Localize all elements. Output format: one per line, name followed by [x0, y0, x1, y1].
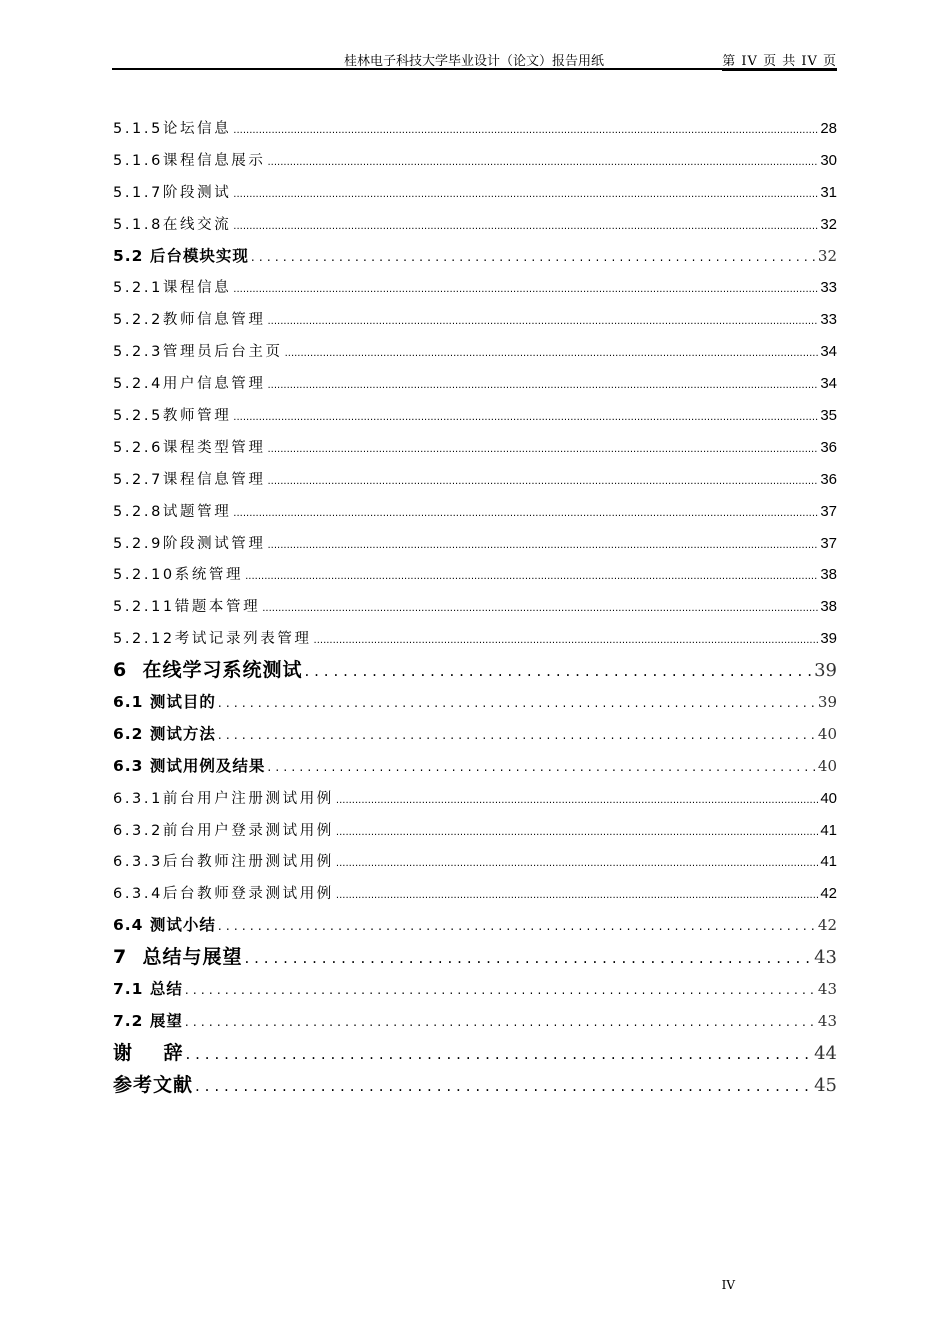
toc-entry-page: 36: [820, 438, 837, 456]
dot-leader: [218, 720, 816, 751]
dot-leader: [195, 1071, 812, 1102]
dot-leader: [251, 242, 816, 273]
toc-entry[interactable]: [113, 687, 837, 719]
dot-leader: [244, 943, 812, 974]
toc-entry-label: 6.4 测试小结: [113, 916, 216, 935]
toc-entry-label: 6.3.1前台用户注册测试用例: [113, 790, 334, 807]
dot-leader: [233, 115, 818, 145]
toc-entry-page: 30: [820, 151, 837, 169]
toc-entry-page: 33: [820, 279, 837, 297]
toc-entry[interactable]: [113, 591, 837, 623]
toc-entry-label: 5.2.9阶段测试管理: [113, 535, 266, 552]
toc-entry[interactable]: [113, 528, 837, 560]
toc-entry-page: 28: [820, 120, 837, 137]
toc-entry-label: 5.1.8在线交流: [113, 216, 232, 233]
toc-entry-label: 5.1.6课程信息展示: [113, 152, 266, 169]
toc-entry[interactable]: [113, 113, 837, 145]
toc-entry-page: 43: [817, 980, 837, 999]
toc-entry[interactable]: [113, 623, 837, 655]
toc-entry-page: 41: [820, 853, 837, 871]
toc-entry-label: 5.1.5论坛信息: [113, 121, 232, 137]
dot-leader: [285, 338, 819, 368]
toc-entry-label: 6.1 测试目的: [113, 693, 216, 712]
toc-entry[interactable]: [113, 815, 837, 847]
toc-entry-page: 44: [814, 1042, 837, 1064]
toc-entry[interactable]: [113, 464, 837, 496]
dot-leader: [336, 880, 818, 910]
toc-entry[interactable]: [113, 209, 837, 241]
dot-leader: [233, 498, 818, 528]
toc-entry-page: 39: [817, 693, 837, 712]
toc-entry[interactable]: [113, 846, 837, 878]
dot-leader: [336, 785, 818, 815]
toc-entry-label: 5.2.7课程信息管理: [113, 471, 266, 488]
toc-entry-label: 5.2.11错题本管理: [113, 599, 261, 616]
toc-entry[interactable]: [113, 1070, 837, 1102]
toc-entry-page: 35: [820, 407, 837, 425]
dot-leader: [245, 561, 818, 591]
toc-entry[interactable]: [113, 783, 837, 815]
toc-entry[interactable]: [113, 496, 837, 528]
toc-entry-label: 5.2.3管理员后台主页: [113, 344, 283, 361]
toc-entry[interactable]: [113, 432, 837, 464]
header-page-info: 第 IV 页 共 IV 页: [722, 50, 837, 71]
dot-leader: [262, 593, 818, 623]
toc-entry-label: 参考文献: [113, 1073, 194, 1096]
toc-entry-page: 31: [820, 183, 837, 201]
dot-leader: [268, 306, 819, 336]
dot-leader: [336, 848, 818, 878]
dot-leader: [268, 466, 819, 496]
toc-entry-label: 5.1.7阶段测试: [113, 184, 232, 201]
toc-entry[interactable]: [113, 400, 837, 432]
toc-entry-label: 5.2.12考试记录列表管理: [113, 631, 312, 648]
toc-entry-label: 6 在线学习系统测试: [113, 659, 303, 682]
toc-entry[interactable]: [113, 241, 837, 273]
toc-entry-label: 5.2.4用户信息管理: [113, 376, 266, 393]
dot-leader: [218, 911, 816, 942]
toc-entry-label: 6.3.3后台教师注册测试用例: [113, 854, 334, 871]
dot-leader: [218, 688, 816, 719]
dot-leader: [336, 817, 818, 847]
toc-entry-page: 41: [820, 821, 837, 839]
toc-entry-label: 5.2 后台模块实现: [113, 246, 249, 265]
toc-entry-label: 6.2 测试方法: [113, 724, 216, 743]
toc-entry-page: 37: [820, 534, 837, 552]
toc-entry-label: 5.2.6课程类型管理: [113, 439, 266, 456]
toc-entry[interactable]: [113, 878, 837, 910]
toc-entry[interactable]: [113, 1006, 837, 1038]
toc-entry[interactable]: [113, 559, 837, 591]
dot-leader: [268, 147, 819, 177]
dot-leader: [185, 975, 816, 1006]
toc-entry-page: 34: [820, 343, 837, 361]
toc-entry-label: 5.2.10系统管理: [113, 567, 244, 584]
toc-entry-label: 6.3 测试用例及结果: [113, 756, 266, 775]
toc-entry-label: 5.2.8试题管理: [113, 503, 232, 520]
dot-leader: [185, 1039, 812, 1070]
dot-leader: [233, 211, 818, 241]
toc-entry[interactable]: [113, 304, 837, 336]
dot-leader: [233, 402, 818, 432]
dot-leader: [268, 434, 819, 464]
dot-leader: [233, 274, 818, 304]
dot-leader: [304, 656, 812, 687]
page-header: [112, 48, 837, 70]
toc-entry-page: 40: [817, 756, 837, 775]
toc-entry-label: 6.3.4后台教师登录测试用例: [113, 886, 334, 903]
toc-entry-label: 7 总结与展望: [113, 946, 243, 969]
toc-entry[interactable]: [113, 368, 837, 400]
toc-entry-label: 7.1 总结: [113, 980, 183, 999]
toc-entry-page: 37: [820, 502, 837, 520]
toc-entry-page: 45: [814, 1074, 837, 1096]
toc-entry-page: 39: [820, 630, 837, 648]
toc-entry[interactable]: [113, 942, 837, 974]
toc-entry-page: 42: [820, 885, 837, 903]
toc-entry[interactable]: [113, 145, 837, 177]
dot-leader: [268, 370, 819, 400]
table-of-contents: [113, 113, 837, 1102]
toc-entry[interactable]: [113, 974, 837, 1006]
toc-entry-page: 40: [820, 789, 837, 807]
toc-entry-page: 38: [820, 566, 837, 584]
toc-entry-label: 5.2.2教师信息管理: [113, 312, 266, 329]
toc-entry-page: 33: [820, 311, 837, 329]
toc-entry-label: 6.3.2前台用户登录测试用例: [113, 822, 334, 839]
header-school-title: 桂林电子科技大学毕业设计（论文）报告用纸: [344, 54, 605, 69]
toc-entry-label: 谢 辞: [113, 1041, 184, 1064]
toc-entry[interactable]: [113, 1038, 837, 1070]
toc-entry-label: 5.2.1课程信息: [113, 280, 232, 297]
toc-entry[interactable]: [113, 719, 837, 751]
toc-entry[interactable]: [113, 336, 837, 368]
toc-entry-label: 7.2 展望: [113, 1011, 183, 1030]
toc-entry-page: 32: [817, 246, 837, 265]
toc-entry[interactable]: [113, 655, 837, 687]
toc-entry-page: 42: [817, 916, 837, 935]
dot-leader: [185, 1007, 816, 1038]
toc-entry-page: 39: [814, 660, 837, 682]
dot-leader: [268, 530, 819, 560]
toc-entry-page: 36: [820, 470, 837, 488]
toc-entry-page: 32: [820, 215, 837, 233]
toc-entry[interactable]: [113, 910, 837, 942]
footer-page-number: IV: [721, 1278, 735, 1292]
dot-leader: [267, 752, 816, 783]
dot-leader: [233, 179, 818, 209]
toc-entry-page: 43: [814, 947, 837, 969]
toc-entry-page: 34: [820, 375, 837, 393]
toc-entry[interactable]: [113, 272, 837, 304]
toc-entry-label: 5.2.5教师管理: [113, 408, 232, 425]
dot-leader: [314, 625, 819, 655]
toc-entry-page: 43: [817, 1011, 837, 1030]
toc-entry-page: 40: [817, 724, 837, 743]
toc-entry[interactable]: [113, 177, 837, 209]
toc-entry[interactable]: [113, 751, 837, 783]
page-footer: [0, 1278, 735, 1292]
toc-entry-page: 38: [820, 598, 837, 616]
